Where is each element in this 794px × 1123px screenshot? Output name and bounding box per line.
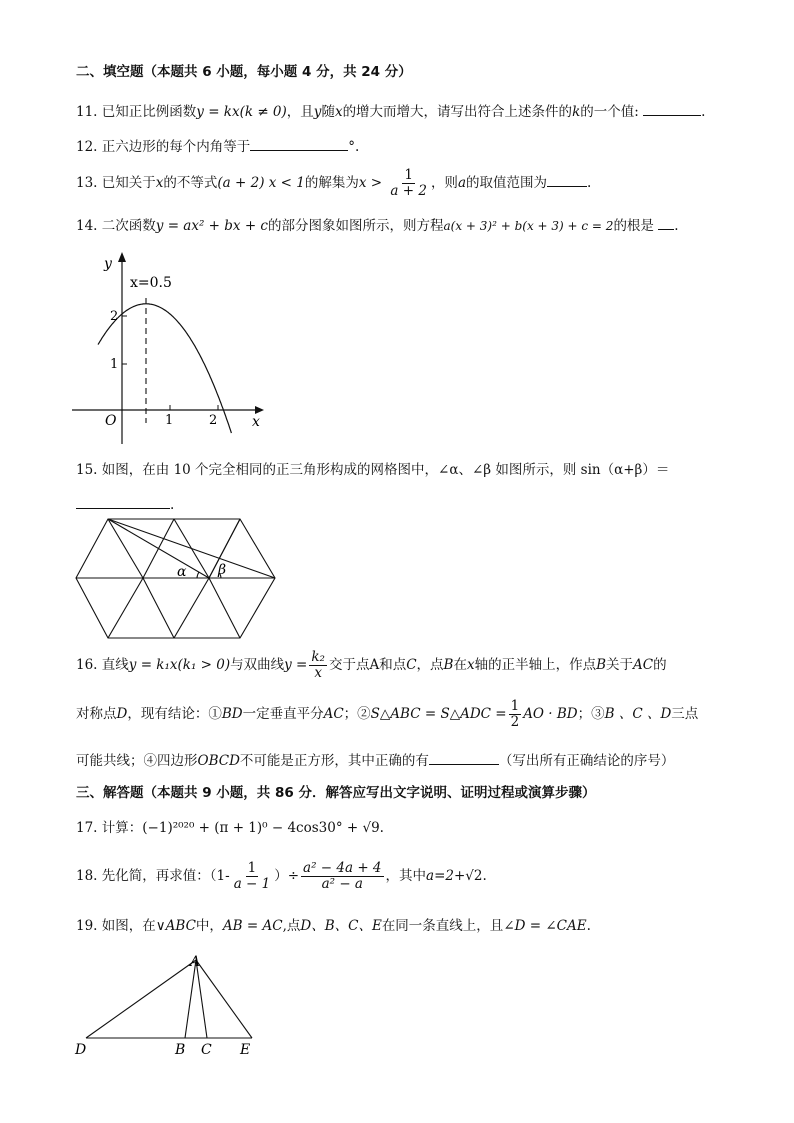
question-text: 计算： bbox=[101, 820, 143, 836]
question-text: 轴的正半轴上，作点 bbox=[474, 657, 597, 673]
question-text: °. bbox=[348, 139, 360, 155]
answer-blank[interactable] bbox=[643, 101, 701, 116]
grid-line bbox=[209, 578, 240, 638]
formula: AB = AC bbox=[222, 918, 283, 934]
answer-blank[interactable] bbox=[658, 215, 674, 230]
x-tick-label: 2 bbox=[209, 413, 218, 428]
question-11 bbox=[76, 101, 705, 122]
question-text: 的一个值: bbox=[580, 104, 639, 120]
formula: √2 bbox=[465, 868, 483, 884]
fraction-denominator: 2 bbox=[510, 714, 520, 730]
variable: AC bbox=[323, 706, 344, 722]
question-text: ，现有结论：① bbox=[127, 706, 222, 722]
question-text: ，点 bbox=[416, 657, 444, 673]
question-text: ；③ bbox=[577, 706, 605, 722]
variable: x bbox=[466, 657, 475, 673]
variable: D bbox=[116, 706, 128, 722]
y-tick-label: 1 bbox=[110, 357, 119, 372]
question-text: 正六边形的每个内角等于 bbox=[101, 139, 251, 155]
formula: a=2+ bbox=[426, 868, 466, 884]
question-number: 18. bbox=[76, 868, 98, 884]
question-text: 中， bbox=[195, 918, 223, 934]
point-E-label: E bbox=[240, 1042, 251, 1058]
segment-AE bbox=[196, 960, 252, 1038]
question-text: 的 bbox=[653, 657, 667, 673]
segment-AC bbox=[196, 960, 207, 1038]
question-19 bbox=[76, 916, 591, 936]
answer-blank[interactable] bbox=[76, 494, 170, 509]
question-text: 二次函数 bbox=[101, 218, 156, 234]
question-text: 如图，在 bbox=[101, 918, 156, 934]
question-text: 直线 bbox=[101, 657, 129, 673]
question-text: 交于点A和点 bbox=[328, 657, 407, 673]
question-text: ,点 bbox=[282, 918, 301, 934]
question-text: 的增大而增大，请写出符合上述条件的 bbox=[342, 104, 573, 120]
point-C-label: C bbox=[201, 1042, 212, 1058]
question-text: 的根是 bbox=[613, 218, 654, 234]
variable: x bbox=[334, 104, 343, 120]
grid-line bbox=[108, 519, 143, 578]
question-text: . bbox=[674, 218, 679, 234]
question-18 bbox=[76, 858, 487, 894]
question-text: 三点 bbox=[671, 706, 699, 722]
formula: y = kx(k ≠ 0) bbox=[196, 104, 287, 120]
answer-blank[interactable] bbox=[429, 750, 499, 765]
question-17 bbox=[76, 818, 384, 838]
fraction-numerator: 1 bbox=[247, 860, 257, 876]
fraction-numerator: a² − 4a + 4 bbox=[303, 860, 382, 876]
fraction bbox=[509, 699, 522, 730]
question-text: 的部分图象如图所示，则方程 bbox=[267, 218, 444, 234]
question-13 bbox=[76, 166, 591, 200]
formula: AO · BD bbox=[523, 706, 578, 722]
answer-blank[interactable] bbox=[250, 136, 348, 151]
formula: a(x + 3)² + b(x + 3) + c = 2 bbox=[443, 219, 614, 233]
question-16-line-3 bbox=[76, 750, 674, 771]
point-B-label: B bbox=[175, 1042, 186, 1058]
variable: D、B、C、E bbox=[300, 918, 382, 934]
y-axis-arrow bbox=[118, 252, 126, 262]
formula: ∠D = ∠CAE bbox=[503, 918, 587, 934]
answer-blank[interactable] bbox=[547, 172, 587, 187]
question-text: . bbox=[379, 820, 384, 836]
grid-line bbox=[108, 578, 143, 638]
question-text: 已知正比例函数 bbox=[101, 104, 197, 120]
fraction-denominator: a² − a bbox=[321, 876, 363, 892]
symmetry-label: x=0.5 bbox=[130, 275, 172, 291]
fraction bbox=[388, 168, 429, 199]
question-text: （写出所有正确结论的序号） bbox=[498, 753, 675, 769]
y-tick-label: 2 bbox=[110, 309, 119, 324]
question-text: 不可能是正方形，其中正确的有 bbox=[239, 753, 429, 769]
question-number: 11. bbox=[76, 104, 98, 120]
formula: (a + 2) x < 1 bbox=[217, 175, 305, 191]
question-text: 对称点 bbox=[76, 706, 117, 722]
variable: B bbox=[596, 657, 607, 673]
fraction-numerator: 1 bbox=[510, 698, 520, 714]
question-text: 一定垂直平分 bbox=[242, 706, 324, 722]
variable: C bbox=[406, 657, 417, 673]
question-number: 12. bbox=[76, 139, 98, 155]
section-heading: 三、解答题（本题共 9 小题，共 86 分．解答应写出文字说明、证明过程或演算步骤） bbox=[76, 785, 596, 801]
question-text: ，且 bbox=[286, 104, 314, 120]
question-number: 14. bbox=[76, 218, 98, 234]
fraction bbox=[232, 861, 273, 892]
question-text: 已知关于 bbox=[101, 175, 156, 191]
section-heading: 二、填空题（本题共 6 小题，每小题 4 分，共 24 分） bbox=[76, 64, 412, 80]
question-text: . bbox=[482, 868, 487, 884]
question-text: 的不等式 bbox=[163, 175, 218, 191]
segment-AD bbox=[86, 960, 196, 1038]
question-number: 19. bbox=[76, 918, 98, 934]
question-number: 16. bbox=[76, 657, 98, 673]
point-A-label: A bbox=[190, 954, 201, 970]
question-14 bbox=[76, 215, 679, 236]
question-text: ）÷ bbox=[274, 868, 300, 884]
grid-line bbox=[174, 578, 209, 638]
fraction-denominator: a + 2 bbox=[390, 183, 427, 199]
question-16 bbox=[76, 648, 667, 682]
question-16-line-2 bbox=[76, 697, 698, 731]
alpha-arc bbox=[197, 572, 199, 578]
triangle-figure bbox=[70, 948, 270, 1063]
question-text: ，其中 bbox=[385, 868, 427, 884]
formula: (−1)²⁰²⁰ + (π + 1)⁰ − 4cos30° + √9 bbox=[142, 820, 380, 836]
fraction-denominator: a − 1 bbox=[233, 876, 271, 892]
formula: x > bbox=[358, 175, 383, 191]
angle-line bbox=[108, 519, 209, 578]
formula: y = bbox=[284, 657, 308, 673]
question-text: . bbox=[587, 175, 592, 191]
formula: ∨ABC bbox=[155, 918, 196, 934]
question-text: . bbox=[701, 104, 706, 120]
parabola-graph bbox=[72, 248, 272, 444]
question-15 bbox=[76, 460, 669, 480]
question-text: 如图，在由 10 个完全相同的正三角形构成的网格图中，∠α、∠β 如图所示，则 sin（α+β）＝ bbox=[101, 462, 670, 478]
question-text: 关于 bbox=[606, 657, 634, 673]
formula: y = ax² + bx + c bbox=[155, 218, 268, 234]
question-number: 17. bbox=[76, 820, 98, 836]
variable: a bbox=[457, 175, 466, 191]
question-number: 13. bbox=[76, 175, 98, 191]
y-axis-label: y bbox=[104, 256, 112, 272]
question-text: . bbox=[586, 918, 591, 934]
triangle-grid-figure bbox=[74, 516, 280, 642]
question-text: 随 bbox=[321, 104, 335, 120]
segment-AB bbox=[185, 960, 196, 1038]
variable: y bbox=[313, 104, 322, 120]
question-text: 与双曲线 bbox=[230, 657, 285, 673]
variable: x bbox=[155, 175, 164, 191]
variable: k bbox=[572, 104, 581, 120]
variable: BD bbox=[221, 706, 243, 722]
question-text: 的解集为 bbox=[304, 175, 359, 191]
variable: AC bbox=[633, 657, 654, 673]
fraction-numerator: k₂ bbox=[311, 649, 325, 665]
question-text: ，则 bbox=[430, 175, 458, 191]
question-text: 先化简，再求值：（1- bbox=[101, 868, 230, 884]
x-axis-label: x bbox=[252, 414, 260, 430]
variable: B 、C 、D bbox=[604, 706, 672, 722]
point-D-label: D bbox=[75, 1042, 87, 1058]
question-text: 在 bbox=[453, 657, 467, 673]
origin-label: O bbox=[105, 413, 117, 429]
question-number: 15. bbox=[76, 462, 98, 478]
formula: y = k₁x(k₁ > 0) bbox=[128, 657, 231, 673]
fraction-denominator: x bbox=[314, 665, 322, 681]
alpha-label: α bbox=[177, 564, 187, 580]
variable: OBCD bbox=[197, 753, 240, 769]
question-text: 在同一条直线上，且 bbox=[381, 918, 504, 934]
fraction-numerator: 1 bbox=[404, 167, 413, 183]
question-15-answer-line bbox=[76, 494, 174, 515]
grid-line bbox=[143, 578, 174, 638]
question-text: . bbox=[170, 497, 175, 513]
x-axis-arrow bbox=[255, 406, 264, 414]
fraction bbox=[309, 650, 327, 681]
question-text: ；② bbox=[343, 706, 371, 722]
formula: S△ABC = S△ADC = bbox=[370, 706, 507, 722]
question-12 bbox=[76, 136, 359, 157]
x-tick-label: 1 bbox=[165, 413, 174, 428]
angle-line bbox=[108, 519, 275, 578]
fraction bbox=[301, 861, 383, 892]
question-text: 可能共线；④四边形 bbox=[76, 753, 198, 769]
variable: B bbox=[443, 657, 454, 673]
question-text: 的取值范围为 bbox=[466, 175, 547, 191]
beta-label: β bbox=[218, 562, 227, 578]
